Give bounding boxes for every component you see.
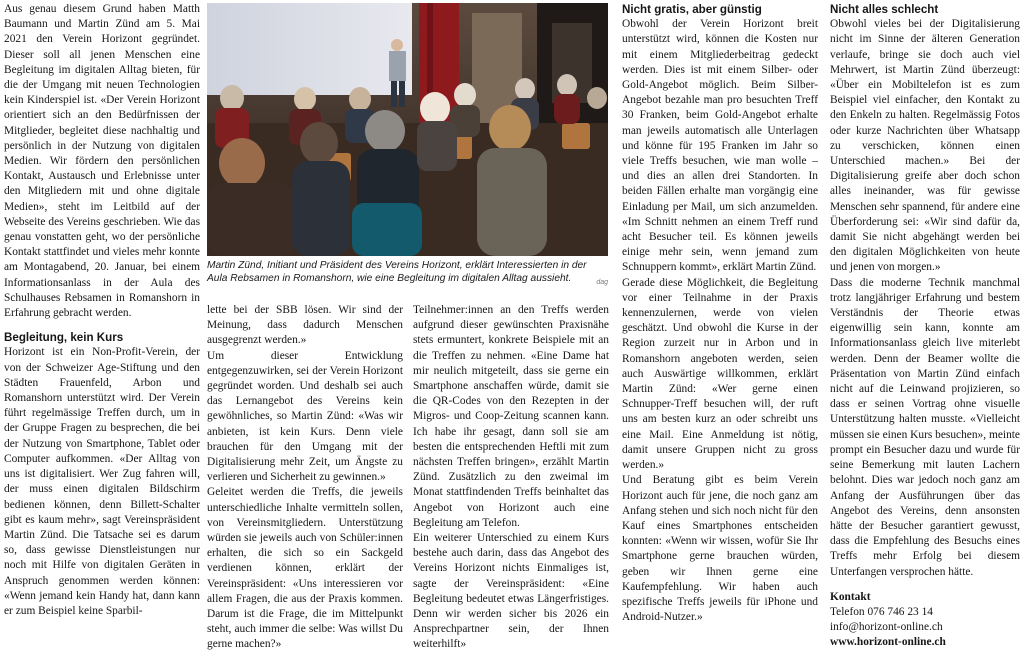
article-column-2 (207, 303, 403, 653)
contact-title: Kontakt (830, 590, 871, 603)
paragraph: Horizont ist ein Non-Profit-Verein, der von der Schweizer Age-Stiftung und den Städten Frauenfeld, Arbon und Romanshorn unterstützt wird. Der Verein führt regelmässige Treffen durch, um in der Gruppe Fragen zu besprechen, die bei der Nutzung von Smartphone, Tablet oder Computer aufkommen. «Der Alltag von uns ist digitalisiert. Wer Zug fahren will, der muss einen digitalen Bildschirm bedienen können, denn Billett-Schalter gibt es kaum mehr», sagt Vereinspräsident Martin Zünd. Die Tatsache sei es darum so, dass gewisse Dienstleistungen nur noch mit Hilfe von digitalen Geräten in Anspruch genommen werden können: «Wenn jemand kein Handy hat, dann kann er zum Beispiel keine Sparbil- (4, 346, 200, 617)
article-photo (207, 3, 608, 256)
article-column-1 (4, 2, 200, 619)
article-column-4 (622, 2, 818, 625)
paragraph: Und Beratung gibt es beim Verein Horizont auch für jene, die noch ganz am Anfang stehen und sich noch nicht für den Kauf eines Smartphones entscheiden konnten: «Wenn wir wissen, wofür Sie Ihr Smartphone gerne brauchen würden, geben wir Ihnen gerne eine Kaufempfehlung. Wir haben auch spezifische Treffs jeweils für iPhone und Android-Nutzer.» (622, 474, 818, 624)
contact-website[interactable]: www.horizont-online.ch (830, 636, 946, 649)
paragraph: Obwohl vieles bei der Digitalisierung nicht im Sinne der älteren Generation verlaufe, bringe sie doch auch viel Mehrwert, ist Martin Zünd überzeugt: «Über ein Mobiltelefon ist es zum Beispiel viel einfacher, den Kontakt zu den Enkeln zu halten. Regelmässig Fotos oder kurze Nachrichten über Whatsapp zu verschicken, können einen Unterschied machen.» Bei der Digitalisierung greife aber doch schon alles ineinander, was für gewisse Menschen sehr spannend, für andere eine Überforderung sei: «Wir sind dafür da, damit Sie nicht abgehängt werden bei den digitalen Möglichkeiten von heute und jenen von morgen.» (830, 18, 1020, 274)
paragraph: Dass die moderne Technik manchmal trotz langjähriger Erfahrung und bestem Verständnis der Theorie etwas eigenwillig sein kann, konnte am Informationsanlass gleich live miterlebt werden. Denn der Beamer wollte die Präsentation von Martin Zünd einfach nicht auf die Leinwand projizieren, so dass er seinen Vortrag ohne visuelle Unterstützung halten musste. «Vielleicht müssen sie einen Kurs besuchen», meinte prompt ein Besucher dazu und wurde für seine Bemerkung mit lauten Lachern belohnt. Dies war jedoch noch ganz am Anfang der Ausführungen über das Angebot des Vereins, denn ansonsten hätte der Besucher garantiert gewusst, dass die Empfehlung des Besuchs eines Treffs mehr Erfolg bei diesem Unterfangen versprochen hätte. (830, 276, 1020, 578)
paragraph: Aus genau diesem Grund haben Matth Baumann und Martin Zünd am 5. Mai 2021 den Verein Horizont gegründet. Dieser soll all jenen Menschen eine Begleitung im digitalen Alltag bieten, für die der Umgang mit neuen Technologien kein Kinderspiel ist. «Der Verein Horizont orientiert sich an den Bedürfnissen der Mitglieder, begleitet diese nachhaltig und persönlich in der Nutzung von digitalen Medien. Wir fördern den persönlichen Kontakt, Austausch und Erlebnisse unter den Mitgliedern mit und ohne digitale Medien», steht im Leitbild auf der Webseite des Vereins geschrieben. Wie das genau vonstatten geht, wo der persönliche Kontakt stattfindet und vieles mehr konnte am Montagabend, 20. Januar, bei einem Informationsanlass in der Aula des Schulhauses Rebsamen in Romanshorn in Erfahrung gebracht werden. (4, 3, 200, 320)
contact-box (830, 590, 1020, 651)
paragraph: lette bei der SBB lösen. Wir sind der Meinung, dass dadurch Menschen ausgegrenzt werden.» (207, 304, 403, 347)
photo-caption (207, 259, 608, 289)
paragraph: Teilnehmer:innen an den Treffs werden aufgrund dieser gewünschten Praxisnähe stets ermuntert, konkrete Beispiele mit an die Treffen zu nehmen. «Eine Dame hat mir neulich mitgeteilt, dass sie gerne ein Smartphone anschaffen würde, damit sie die QR-Codes von den Rezepten in der Migros- und Coop-Zeitung scannen kann. Ich habe ihr gesagt, dann soll sie am besten die entsprechenden Heftli mit zum nächsten Treffen bringen», erzählt Martin Zünd. Zusätzlich zu den zweimal im Monat stattfindenden Treffs beinhaltet das Angebot von Horizont auch eine Begleitung am Telefon. (413, 304, 609, 529)
subheading: Nicht alles schlecht (830, 3, 939, 16)
subheading: Nicht gratis, aber günstig (622, 3, 762, 16)
contact-phone: Telefon 076 746 23 14 (830, 605, 933, 618)
audience-photo-illustration (207, 3, 608, 256)
paragraph: Um dieser Entwicklung entgegenzuwirken, sei der Verein Horizont gegründet worden. Und deshalb sei auch das Lernangebot des Vereins kein gewöhnliches, so Martin Zünd: «Was wir anbieten, ist kein Kurs. Denn viele brauchen für den Umgang mit der Digitalisierung mehr Zeit, um Ängste zu verlieren und Sicherheit zu gewinnen.» (207, 349, 403, 484)
article-column-5 (830, 2, 1020, 651)
photo-credit: dag (596, 279, 608, 286)
subheading: Begleitung, kein Kurs (4, 331, 124, 345)
article-column-3 (413, 303, 609, 653)
caption-text: Martin Zünd, Initiant und Präsident des Vereins Horizont, erklärt Interessierten in der Aula Rebsamen in Romanshorn, wie eine Begleitung im digitalen Alltag aussieht. (207, 260, 587, 284)
paragraph: Obwohl der Verein Horizont breit unterstützt wird, können die Kosten nur mit einem Mitgliederbeitrag gedeckt werden. Dies ist mit einem Silber- oder Gold-Angebot möglich. Beim Silber-Angebot bezahle man pro besuchten Treff 30 Franken, beim Gold-Angebot erhalte man jeweils automatisch alle Unterlagen und könne für 195 Franken im Jahr so viele Treffs besuchen, wie man wolle – und dies an allen drei Standorten. In beiden Fällen erhalte man vorgängig eine Einladung per Mail, um sich anzumelden. «Im Schnitt nehmen an einem Treff rund acht Besucher teil. Es können jeweils einige mehr sein, wenn jemand zum Schnuppern kommt», erklärt Martin Zünd. (622, 18, 818, 274)
paragraph: Gerade diese Möglichkeit, die Begleitung vor einer Teilnahme in der Praxis kennenzulernen, werde von vielen geschätzt. Und obwohl die Kurse in der Region zurzeit nur in Arbon und in Romanshorn angeboten werden, seien auch Auswärtige willkommen, erklärt Martin Zünd: «Wer gerne einen Schnupper-Treff besuchen will, der ruft uns am besten kurz an oder schreibt uns eine Mail. Eine Anmeldung ist nötig, damit unsere Gruppen nicht zu gross werden.» (622, 276, 818, 472)
paragraph: Geleitet werden die Treffs, die jeweils unterschiedliche Inhalte vermitteln sollen, von Vereinsmitgliedern. Unterstützung würden sie jeweils auch von Schüler:innen erhalten, die sich so ein Sackgeld verdienen können, erklärt der Vereinspräsident: «Uns interessieren vor allem Fragen, die aus der Praxis kommen. Darum ist die Frage, die im Mittelpunkt steht, auch immer die selbe: Was willst Du gerne machen?» (207, 486, 403, 651)
paragraph: Ein weiterer Unterschied zu einem Kurs bestehe auch darin, dass das Angebot des Vereins Horizont nichts Einmaliges ist, sagte der Vereinspräsident: «Eine Begleitung bedeutet etwas Längerfristiges. Denn wir werden sicher bis 2026 ein Ansprechpartner sein, der Ihnen weiterhilft» (413, 532, 609, 651)
contact-email[interactable]: info@horizont-online.ch (830, 621, 943, 634)
